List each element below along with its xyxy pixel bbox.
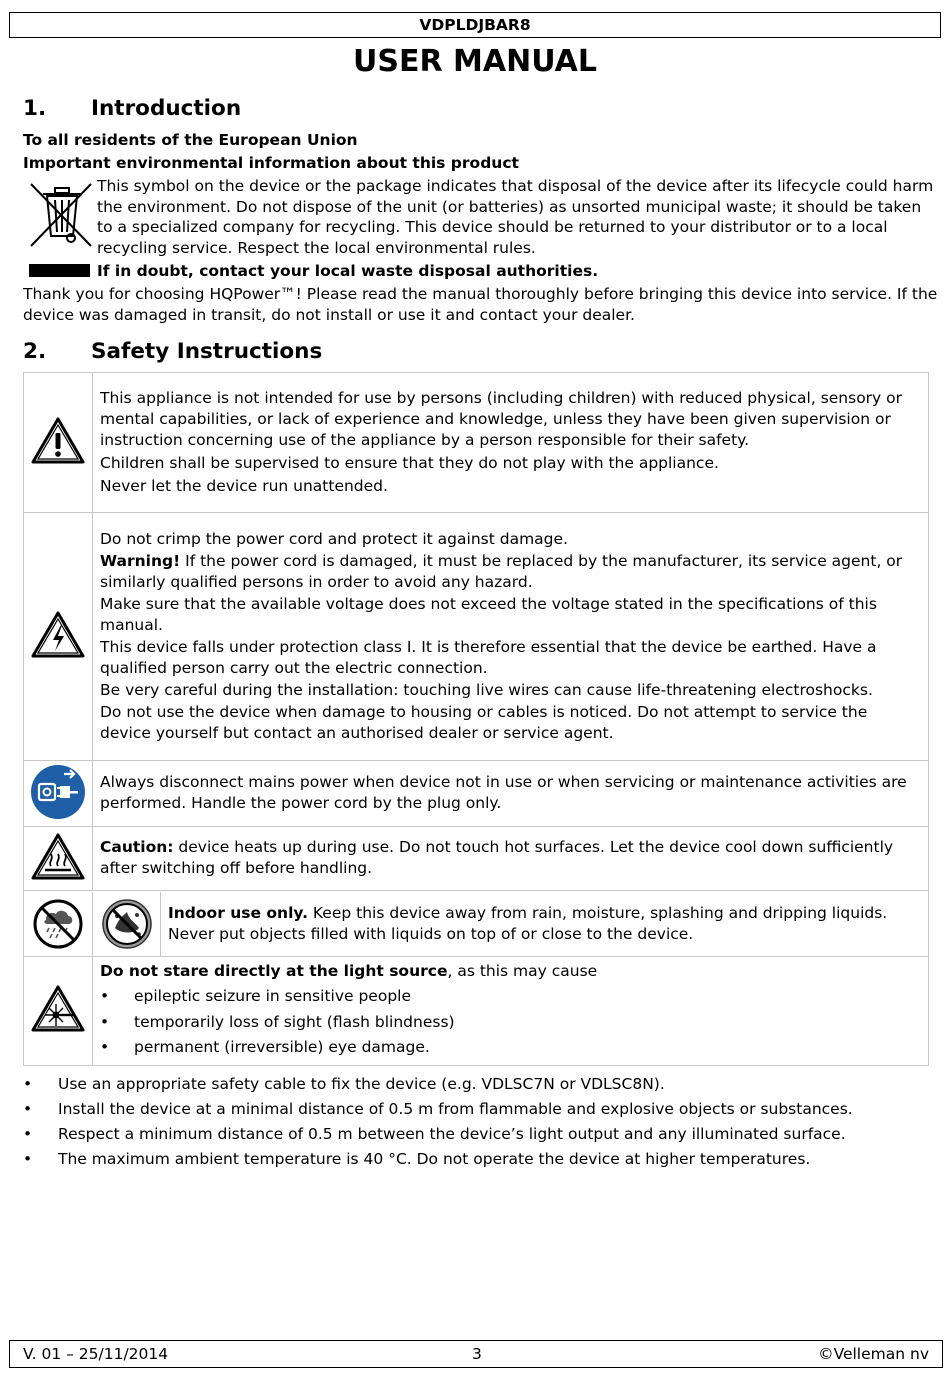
paragraph xyxy=(100,961,920,982)
disconnect-mains-icon xyxy=(30,764,86,820)
weee-bin-icon xyxy=(25,178,97,250)
icon-cell xyxy=(24,761,93,827)
icon-cell xyxy=(24,373,93,513)
warning-label: Warning! xyxy=(100,551,181,570)
text-cell xyxy=(93,513,929,761)
page-header xyxy=(9,12,941,38)
paragraph: Always disconnect mains power when device not in use or when servicing or maintenance activities are performed. Handle the power cord by the plug only. xyxy=(100,773,907,812)
text-cell xyxy=(93,957,929,1066)
list-item: • temporarily loss of sight (flash blindness) xyxy=(100,1010,920,1036)
list-item: • The maximum ambient temperature is 40 °C. Do not operate the device at higher temperatures. xyxy=(23,1149,943,1170)
light-text: , as this may cause xyxy=(447,962,598,980)
safety-row-heat xyxy=(24,827,929,891)
light-effects-list xyxy=(100,984,920,1061)
page-footer xyxy=(9,1340,943,1368)
section-title: Safety Instructions xyxy=(91,339,323,364)
paragraph: Children shall be supervised to ensure that they do not play with the appliance. xyxy=(100,453,719,472)
safety-row-disconnect xyxy=(24,761,929,827)
section-2-heading xyxy=(23,339,322,364)
light-label: Do not stare directly at the light source xyxy=(100,962,448,980)
safety-row-light xyxy=(24,957,929,1066)
icon-cell xyxy=(93,892,161,956)
paragraph xyxy=(100,551,920,593)
warning-exclamation-icon xyxy=(30,416,86,466)
paragraph: Never let the device run unattended. xyxy=(100,476,388,495)
no-rain-icon xyxy=(32,898,84,950)
safety-row-indoor xyxy=(24,891,929,957)
weee-text: This symbol on the device or the package indicates that disposal of the device after its lifecycle could harm the environment. Do not dispose of the unit (or batteries) as unsorted municipal waste; it should be taken to a specialized company for recycling. This device should be returned to your distributor or to a local recycling service. Respect the local environmental rules. xyxy=(97,177,934,257)
caution-text: device heats up during use. Do not touch hot surfaces. Let the device cool down sufficiently after switching off before handling. xyxy=(100,838,894,877)
paragraph: This device falls under protection class I. It is therefore essential that the device be earthed. Have a qualified person carry out the electric connection. xyxy=(100,637,877,677)
list-item: • epileptic seizure in sensitive people xyxy=(100,984,920,1010)
caution-label: Caution: xyxy=(100,838,174,856)
safety-bullet-list xyxy=(23,1074,943,1174)
safety-table xyxy=(23,372,929,1066)
list-item: • Respect a minimum distance of 0.5 m between the device’s light output and any illuminated surface. xyxy=(23,1124,943,1145)
high-voltage-icon xyxy=(30,610,86,660)
thanks-text: Thank you for choosing HQPower™! Please read the manual thoroughly before bringing this device into service. If the device was damaged in transit, do not install or use it and contact your dealer. xyxy=(23,285,938,324)
text-cell xyxy=(93,827,929,891)
weee-black-bar xyxy=(29,264,90,277)
eu-heading: To all residents of the European Union xyxy=(23,131,358,149)
section-1-heading xyxy=(23,96,241,121)
text-cell xyxy=(93,761,929,827)
section-number: 1. xyxy=(23,96,47,121)
paragraph: Be very careful during the installation: touching live wires can cause life-threatening electroshocks. xyxy=(100,680,873,699)
icon-cell xyxy=(24,957,93,1066)
indoor-text: Keep this device away from rain, moisture, splashing and dripping liquids. Never put objects filled with liquids on top of or close to the device. xyxy=(168,903,888,943)
indoor-cell xyxy=(24,891,929,957)
hot-surface-icon xyxy=(30,832,86,882)
safety-row-electrical xyxy=(24,513,929,761)
safety-row-general xyxy=(24,373,929,513)
icon-cell xyxy=(24,513,93,761)
document-title: USER MANUAL xyxy=(353,44,597,79)
section-number: 2. xyxy=(23,339,47,364)
copyright: ©Velleman nv xyxy=(818,1345,929,1363)
env-heading: Important environmental information about this product xyxy=(23,154,519,172)
paragraph: This appliance is not intended for use by persons (including children) with reduced physical, sensory or mental capabilities, or lack of experience and knowledge, unless they have been given supervision or instruction concerning use of the appliance by a person responsible for their safety. xyxy=(100,388,903,449)
section-title: Introduction xyxy=(91,96,242,121)
text-cell xyxy=(161,899,928,949)
paragraph: Do not use the device when damage to housing or cables is noticed. Do not attempt to service the device yourself but contact an authorised dealer or service agent. xyxy=(100,702,868,742)
icon-cell xyxy=(24,827,93,891)
page-number: 3 xyxy=(472,1345,482,1363)
paragraph xyxy=(100,837,920,879)
warning-text: If the power cord is damaged, it must be replaced by the manufacturer, its service agent, or similarly qualified persons in order to avoid any hazard. xyxy=(100,551,903,591)
list-item: • Install the device at a minimal distance of 0.5 m from flammable and explosive objects or substances. xyxy=(23,1099,943,1120)
list-item: • Use an appropriate safety cable to fix the device (e.g. VDLSC7N or VDLSC8N). xyxy=(23,1074,943,1095)
list-item: • permanent (irreversible) eye damage. xyxy=(100,1035,920,1061)
indoor-label: Indoor use only. xyxy=(168,903,308,922)
doubt-text: If in doubt, contact your local waste disposal authorities. xyxy=(97,262,599,280)
version-date: V. 01 – 25/11/2014 xyxy=(23,1345,169,1363)
paragraph: Do not crimp the power cord and protect it against damage. xyxy=(100,529,568,548)
icon-cell xyxy=(24,892,93,956)
no-water-splash-icon xyxy=(101,898,153,950)
model-number: VDPLDJBAR8 xyxy=(419,16,531,34)
text-cell xyxy=(93,373,929,513)
laser-light-warning-icon xyxy=(30,984,86,1034)
paragraph: Make sure that the available voltage does not exceed the voltage stated in the specifications of this manual. xyxy=(100,594,877,634)
